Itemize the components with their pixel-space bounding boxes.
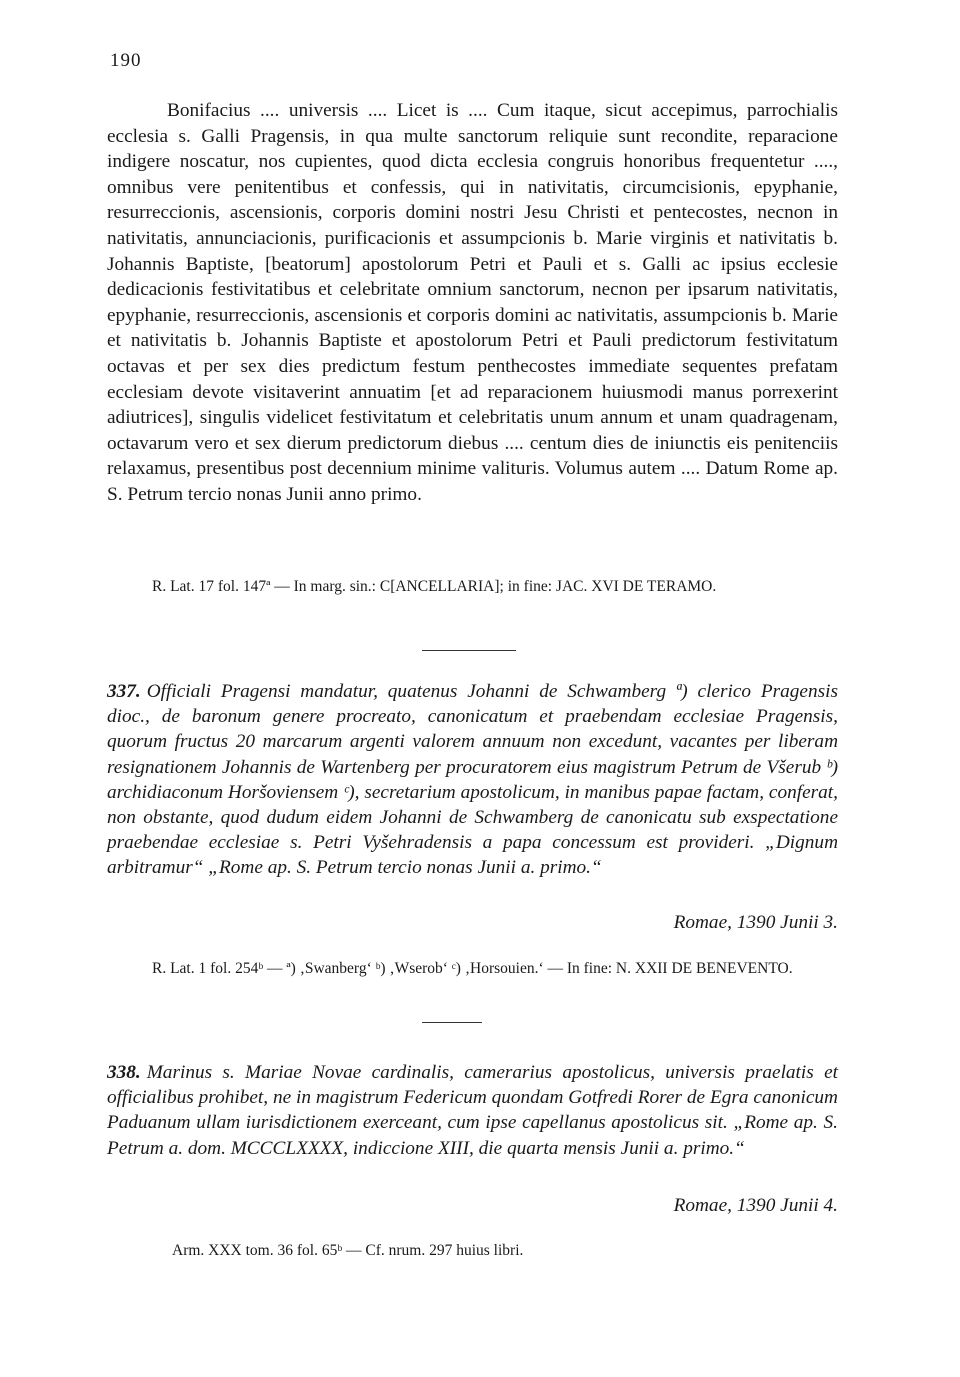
entry-338-regest <box>107 1060 838 1161</box>
entry-337-source-note: R. Lat. 1 fol. 254ᵇ — ª) ‚Swanberg‘ ᵇ) ‚Wserob‘ ᶜ) ‚Horsouien.‘ — In fine: N. XXII DE BENEVENTO. <box>152 960 793 977</box>
letter-text: Bonifacius .... universis .... Licet is .... Cum itaque, sicut accepimus, parrochialis ecclesia s. Galli Pragensis, in qua multe sanctorum reliquie sunt recondite, reparacione indigere noscatur, nos cupientes, quod dicta ecclesia congruis honoribus frequentetur ...., omnibus vere penitentibus et confessis, qui in nativitatis, circumcisionis, epyphanie, resurreccionis, ascensionis, corporis domini nostri Jesu Christi et pentecostes, necnon in nativitatis, annunciacionis, purificacionis et assumpcionis b. Marie virginis et nativitatis b. Johannis Baptiste, [beatorum] apostolorum Petri et Pauli et s. Galli ac ipsius ecclesie dedicacionis festivitatibus et celebritate omnium sanctorum, necnon per ipsarum nativitatis, epyphanie, resurreccionis, ascensionis et corporis domini ac nativitatis, assumpcionis b. Marie et nativitatis b. Johannis Baptiste et apostolorum Petri et Pauli predictorum festivitatum octavas et per sex dies predictum festum penthecostes immediate sequentes prefatam ecclesiam devote visitaverint annuatim [et ad reparacionem huiusmodi manus porrexerint adiutrices], singulis videlicet festivitatum et celebritatis unum annum et unam quadragenam, octavarum vero et sex dierum predictorum diebus .... centum dies de iniunctis eis penitenciis relaxamus, presentibus post decennium minime valituris. Volumus autem .... Datum Rome ap. S. Petrum tercio nonas Junii anno primo. <box>107 100 838 505</box>
entry-338-source-note: Arm. XXX tom. 36 fol. 65ᵇ — Cf. nrum. 297 huius libri. <box>172 1242 524 1259</box>
entry-337-regest <box>107 679 838 881</box>
section-divider <box>422 1022 482 1023</box>
page-number: 190 <box>110 50 142 71</box>
section-divider <box>422 650 516 651</box>
entry-338-regest-text: Marinus s. Mariae Novae cardinalis, camerarius apostolicus, universis praelatis et officialibus prohibet, ne in magistrum Federicum quondam Gotfredi Rorer de Egra canonicum Paduanum ullam iurisdictionem exerceant, cum ipse capellanus apostolicus sit. „Rome ap. S. Petrum a. dom. MCCCLXXXX, indiccione XIII, die quarta mensis Junii a. primo.“ <box>107 1062 838 1159</box>
entry-337-date: Romae, 1390 Junii 3. <box>673 912 838 933</box>
entry-338-date: Romae, 1390 Junii 4. <box>673 1195 838 1216</box>
letter-source-note: R. Lat. 17 fol. 147ª — In marg. sin.: C[ANCELLARIA]; in fine: JAC. XVI DE TERAMO. <box>152 578 717 595</box>
entry-337-regest-text: Officiali Pragensi mandatur, quatenus Johanni de Schwamberg ª) clerico Pragensis dioc., de baronum genere procreato, canonicatum et praebendam ecclesiae Pragensis, quorum fructus 20 marcarum argenti valorem annuum non excedunt, vacantes per liberam resignationem Johannis de Wartenberg per procuratorem eius magistrum Petrum de Všerub ᵇ) archidiaconum Horšoviensem ᶜ), secretarium apostolicum, in manibus papae factam, conferat, non obstante, quod dudum eidem Johanni de Schwamberg de canonicatu sub exspectatione praebendae ecclesiae s. Petri Vyšehradensis a papa concessum est provideri. „Dignum arbitramur“ „Rome ap. S. Petrum tercio nonas Junii a. primo.“ <box>107 681 838 879</box>
entry-337-number: 337. <box>107 681 141 702</box>
entry-338-number: 338. <box>107 1062 141 1083</box>
